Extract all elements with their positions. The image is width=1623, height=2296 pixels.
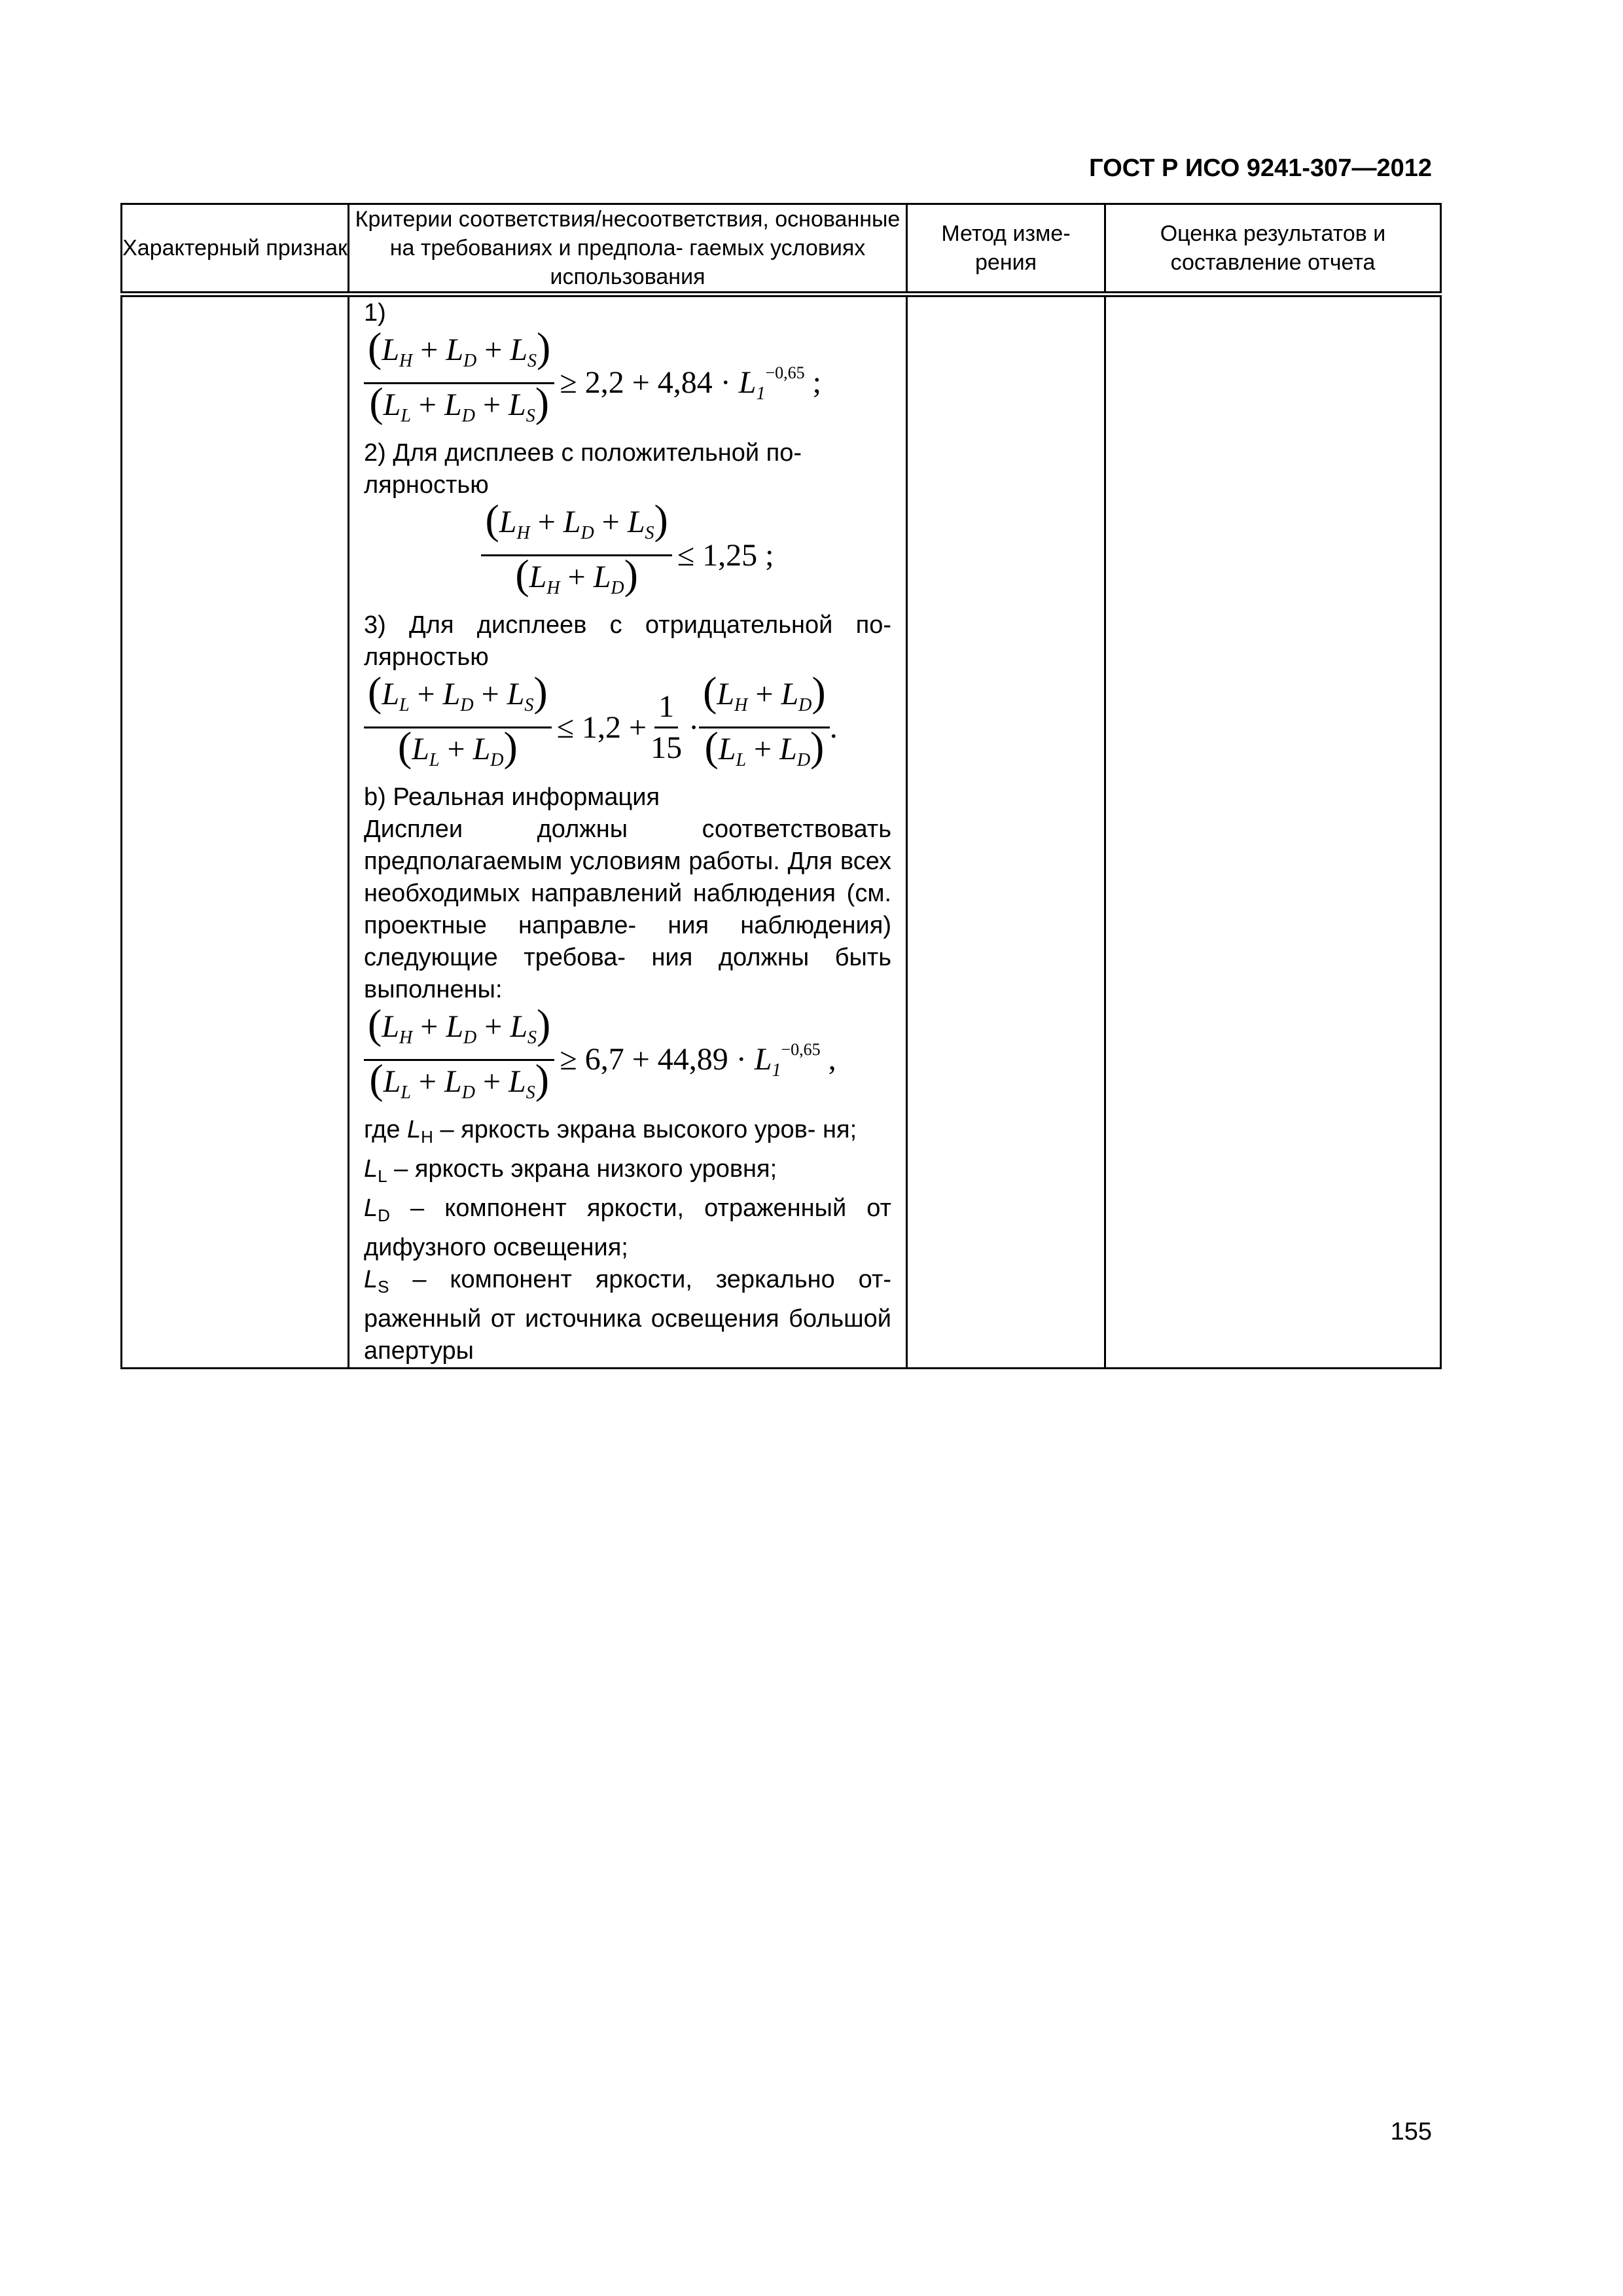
criteria-table: [120, 203, 1442, 1369]
item-1-label: 1): [364, 299, 386, 327]
definition-lh: где $L_H$ – яркость экрана высокого уров- ня;: [364, 1116, 857, 1147]
table-header-row: [122, 204, 1441, 295]
document-code: ГОСТ Р ИСО 9241-307—2012: [1089, 154, 1432, 182]
section-b-title: b) Реальная информация: [364, 783, 660, 811]
item-2-text: 2) Для дисплеев с положительной по- лярностью: [364, 439, 802, 499]
section-b-text: Дисплеи должны соответствовать предполагаемым условиям работы. Для всех необходимых направлений наблюдения (см. проектные направле- ния наблюдения) следующие требова- ния должны быть выполнены:: [364, 816, 891, 1003]
definition-ll: $L_L$ – яркость экрана низкого уровня;: [364, 1155, 777, 1186]
cell-evaluation: [1105, 295, 1441, 1369]
formula-4: $\frac{(L_H + L_D + L_S)}{(L_L + L_D + L_S)}$ ≥ $6,7 + 44,89 \cdot L_1^{-0,65}$ ,: [364, 1006, 891, 1114]
cell-method: [907, 295, 1105, 1369]
definition-ld: $L_D$ – компонент яркости, отраженный от дифузного освещения;: [364, 1194, 891, 1261]
cell-criteria: [349, 295, 907, 1369]
item-3-text: 3) Для дисплеев с отридцательной по- лярностью: [364, 611, 891, 671]
header-method: Метод изме- рения: [907, 204, 1105, 295]
formula-1: $\frac{(L_H + L_D + L_S)}{(L_L + L_D + L_S)}$ ≥ $2,2 + 4,84 \cdot L_1^{-0,65}$ ;: [364, 329, 891, 437]
header-criteria: Критерии соответствия/несоответствия, основанные на требованиях и предпола- гаемых условиях использования: [349, 204, 907, 295]
cell-characteristic: [122, 295, 349, 1369]
definition-ls: $L_S$ – компонент яркости, зеркально от- раженный от источника освещения большой апертуры: [364, 1266, 891, 1365]
table-row: [122, 295, 1441, 1369]
header-characteristic: Характерный признак: [122, 204, 349, 295]
formula-3: $\frac{(L_L + L_D + L_S)}{(L_L + L_D)}$ ≤ 1,2 + $\frac{1}{15}$ · $\frac{(L_H + L_D)}{(L_L + L_D)}$ .: [364, 673, 891, 781]
formula-2: $\frac{(L_H + L_D + L_S)}{(L_H + L_D)}$ ≤ 1,25 ;: [364, 501, 891, 609]
header-evaluation: Оценка результатов и составление отчета: [1105, 204, 1441, 295]
page-number: 155: [1390, 2118, 1432, 2145]
